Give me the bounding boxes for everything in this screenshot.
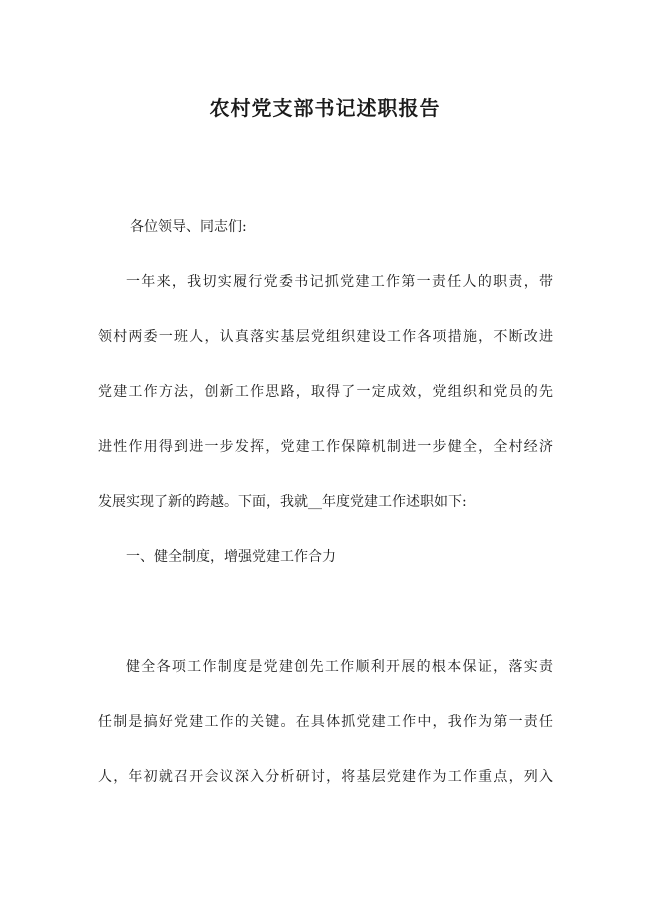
section-1-heading: 一、健全制度，增强党建工作合力 [126,549,336,565]
paragraph-2-line-3: 人，年初就召开会议深入分析研讨，将基层党建作为工作重点，列入 [98,769,553,785]
paragraph-1-line-3: 党建工作方法，创新工作思路，取得了一定成效，党组织和党员的先 [98,384,553,400]
document-title: 农村党支部书记述职报告 [209,96,441,120]
paragraph-1-line-5: 发展实现了新的跨越。下面，我就__年度党建工作述职如下: [98,494,467,510]
paragraph-2-line-2: 任制是搞好党建工作的关键。在具体抓党建工作中，我作为第一责任 [98,714,553,730]
document-body [98,212,553,817]
paragraph-2-line-1: 健全各项工作制度是党建创先工作顺利开展的根本保证，落实责 [126,659,553,675]
salutation: 各位领导、同志们: [130,219,247,235]
paragraph-1-line-4: 进性作用得到进一步发挥，党建工作保障机制进一步健全，全村经济 [98,439,553,455]
paragraph-1-line-2: 领村两委一班人，认真落实基层党组织建设工作各项措施，不断改进 [98,329,553,345]
paragraph-1-line-1: 一年来，我切实履行党委书记抓党建工作第一责任人的职责，带 [126,274,553,290]
paragraph-spacer [98,597,553,652]
